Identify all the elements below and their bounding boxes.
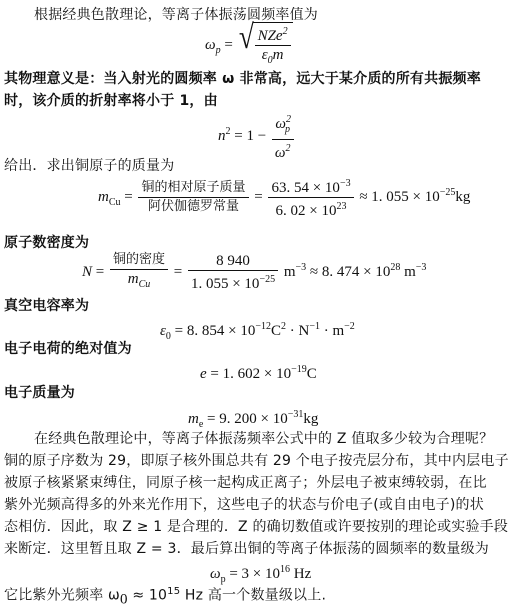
equation-electron-mass: $m_e = 9$. $200 \times 10^{-31}kg$: [188, 409, 319, 430]
paragraph-discussion-line-1: 在经典色散理论中，等离子体振荡频率公式中的 Z 值取多少较为合理呢？: [34, 431, 494, 447]
paragraph-number-density: 原子数密度为: [4, 235, 90, 251]
paragraph-discussion-line-5: 态相仿．因此，取 Z ≥ 1 是合理的．Z 的确切数值或许要按别的理论或实验手段: [4, 519, 509, 535]
paragraph-electron-charge: 电子电荷的绝对值为: [4, 341, 132, 357]
radical-sign-icon: √: [238, 19, 254, 56]
fraction: $\frac{\text{铜的相对原子质量}}{\text{阿伏伽德罗常量}}$: [138, 180, 248, 215]
paragraph-electron-mass: 电子质量为: [4, 385, 75, 401]
paragraph-vacuum-permittivity: 真空电容率为: [4, 298, 90, 314]
fraction: $\frac{\omega^2_p}{\omega^2}$: [272, 112, 294, 161]
paragraph-copper-mass: 给出．求出铜原子的质量为: [4, 158, 175, 174]
paragraph-discussion-line-6: 来断定．这里暂且取 Z = 3．最后算出铜的等离子体振荡的圆频率的数量级为: [4, 541, 489, 557]
fraction: $\frac{\text{铜的密度}}{m_{Cu}}$: [110, 252, 168, 293]
paragraph-discussion-line-4: 紫外光频高得多的外来光作用下，这些电子的状态与价电子(或自由电子)的状: [4, 497, 484, 513]
equation-plasma-frequency: $\omega_p$ = √ $\frac{NZe^2}{\varepsilon_0m}$: [205, 22, 295, 69]
paragraph-conclusion: 它比紫外光频率 $\omega_0 \approx 10^{15}$ Hz 高一个数量级以上.: [4, 586, 327, 608]
paragraph-intro: 根据经典色散理论，等离子体振荡圆频率值为: [34, 7, 318, 23]
paragraph-meaning-line-1: 其物理意义是：当入射光的圆频率 ω 非常高，远大于某介质的所有共振频率: [4, 71, 481, 87]
fraction: $\frac{NZe^2}{\varepsilon_0m}$: [253, 22, 293, 69]
equation-vacuum-permittivity: $\varepsilon_0 = 8$. $854 \times 10^{-12}C^2 \cdot N^{-1} \cdot m^{-2}$: [160, 321, 355, 342]
equation-final-frequency: $\omega_p = 3 \times 10^{16}$ Hz: [210, 564, 312, 585]
paragraph-meaning-line-2: 时，该介质的折射率将小于 1，由: [4, 93, 218, 109]
square-root: [237, 19, 295, 69]
fraction: $\frac{63. 54 \times 10^{-3}}{6. 02 \times 10^{23}}$: [268, 176, 353, 219]
equation-electron-charge: e = 1. $602 \times 10^{-19}C$: [200, 364, 317, 382]
equation-number-density: N = $\frac{\text{铜的密度}}{m_{Cu}}$ = $\frac{8 940}{1. 055 \times 10^{-25}}$ $m^{-3} \approx 8$. $474 \times 10^{28}$ $m^{-3}$: [82, 252, 427, 292]
equation-refractive-index: $n^2 = 1$ − $\frac{\omega^2_p}{\omega^2}$: [218, 112, 296, 161]
paragraph-discussion-line-2: 铜的原子序数为 29，即原子核外围总共有 29 个电子按壳层分布，其中内层电子: [4, 453, 509, 469]
paragraph-discussion-line-3: 被原子核紧紧束缚住，同原子核一起构成正离子；外层电子被束缚较弱，在比: [4, 475, 487, 491]
fraction: $\frac{8 940}{1. 055 \times 10^{-25}}$: [188, 253, 278, 292]
equation-copper-atom-mass: $m_{Cu}$ = $\frac{\text{铜的相对原子质量}}{\text{阿伏伽德罗常量}}$ = $\frac{63. 54 \times 10^{-3}}{6. 02 \times 10^{23}}$ ≈ 1. $055 \times 10^{-25}kg$: [98, 178, 471, 219]
